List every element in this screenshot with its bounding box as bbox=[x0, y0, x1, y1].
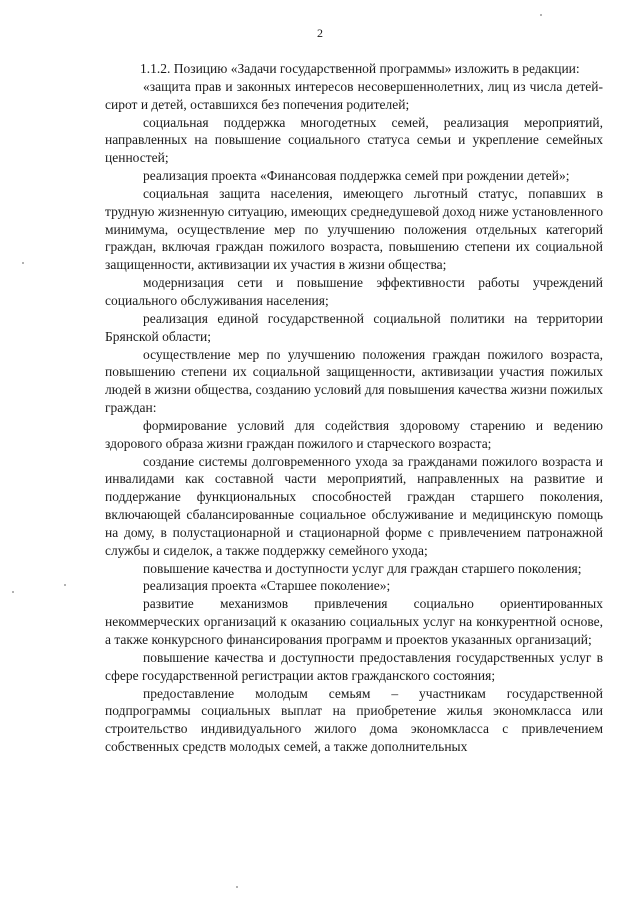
scan-speck bbox=[22, 262, 24, 264]
paragraph-6: модернизация сети и повышение эффективности работы учреждений социального обслуживания населения; bbox=[105, 275, 603, 308]
paragraph-2: «защита прав и законных интересов несовершеннолетних, лиц из числа детей-сирот и детей, оставшихся без попечения родителей; bbox=[105, 78, 603, 112]
scan-speck bbox=[12, 591, 14, 593]
paragraph-13: развитие механизмов привлечения социально ориентированных некоммерческих организаций к оказанию социальных услуг на конкурентной основе, а также конкурсного финансирования программ и проектов указанных организаций; bbox=[105, 596, 603, 647]
paragraph-1: 1.1.2. Позицию «Задачи государственной программы» изложить в редакции: bbox=[140, 61, 580, 76]
document-body bbox=[105, 60, 603, 756]
paragraph-8: осуществление мер по улучшению положения граждан пожилого возраста, повышению степени их социальной защищенности, активизации участия пожилых людей в жизни общества, созданию условий для повышения качества жизни пожилых граждан: bbox=[105, 346, 603, 416]
paragraph-15: предоставление молодым семьям – участникам государственной подпрограммы социальных выплат на приобретение жилья экономкласса или строительство индивидуального жилого дома экономкласса с привлечением собственных средств молодых семей, а также дополнительных bbox=[105, 685, 603, 755]
paragraph-4: реализация проекта «Финансовая поддержка семей при рождении детей»; bbox=[143, 168, 570, 184]
paragraph-3: социальная поддержка многодетных семей, реализация мероприятий, направленных на повышение социального статуса семьи и укрепление семейных ценностей; bbox=[105, 114, 603, 166]
scan-speck bbox=[64, 584, 66, 586]
page-number: 2 bbox=[317, 26, 323, 40]
paragraph-7: реализация единой государственной социальной политики на территории Брянской области; bbox=[105, 310, 603, 344]
paragraph-11: повышение качества и доступности услуг для граждан старшего поколения; bbox=[143, 560, 582, 576]
paragraph-10: создание системы долговременного ухода за гражданами пожилого возраста и инвалидами как составной части мероприятий, направленных на развитие и поддержание функциональных способностей граждан старшего поколения, включающей сбалансированные социальное обслуживание и медицинскую помощь на дому, в полустационарной и стационарной форме с привлечением патронажной службы и сиделок, а также поддержку семейного ухода; bbox=[105, 453, 603, 558]
paragraph-5: социальная защита населения, имеющего льготный статус, попавших в трудную жизненную ситуацию, имеющих среднедушевой доход ниже установленного минимума, осуществление мер по улучшению положения отдельных категорий граждан, включая граждан пожилого возраста, повышению степени их социальной защищенности, активизации их участия в жизни общества; bbox=[105, 185, 603, 273]
scan-speck bbox=[236, 886, 238, 888]
paragraph-9: формирование условий для содействия здоровому старению и ведению здорового образа жизни граждан пожилого и старческого возраста; bbox=[105, 417, 603, 451]
paragraph-12: реализация проекта «Старшее поколение»; bbox=[143, 578, 391, 594]
paragraph-14: повышение качества и доступности предоставления государственных услуг в сфере государственной регистрации актов гражданского состояния; bbox=[105, 649, 603, 683]
scan-speck bbox=[540, 14, 542, 16]
